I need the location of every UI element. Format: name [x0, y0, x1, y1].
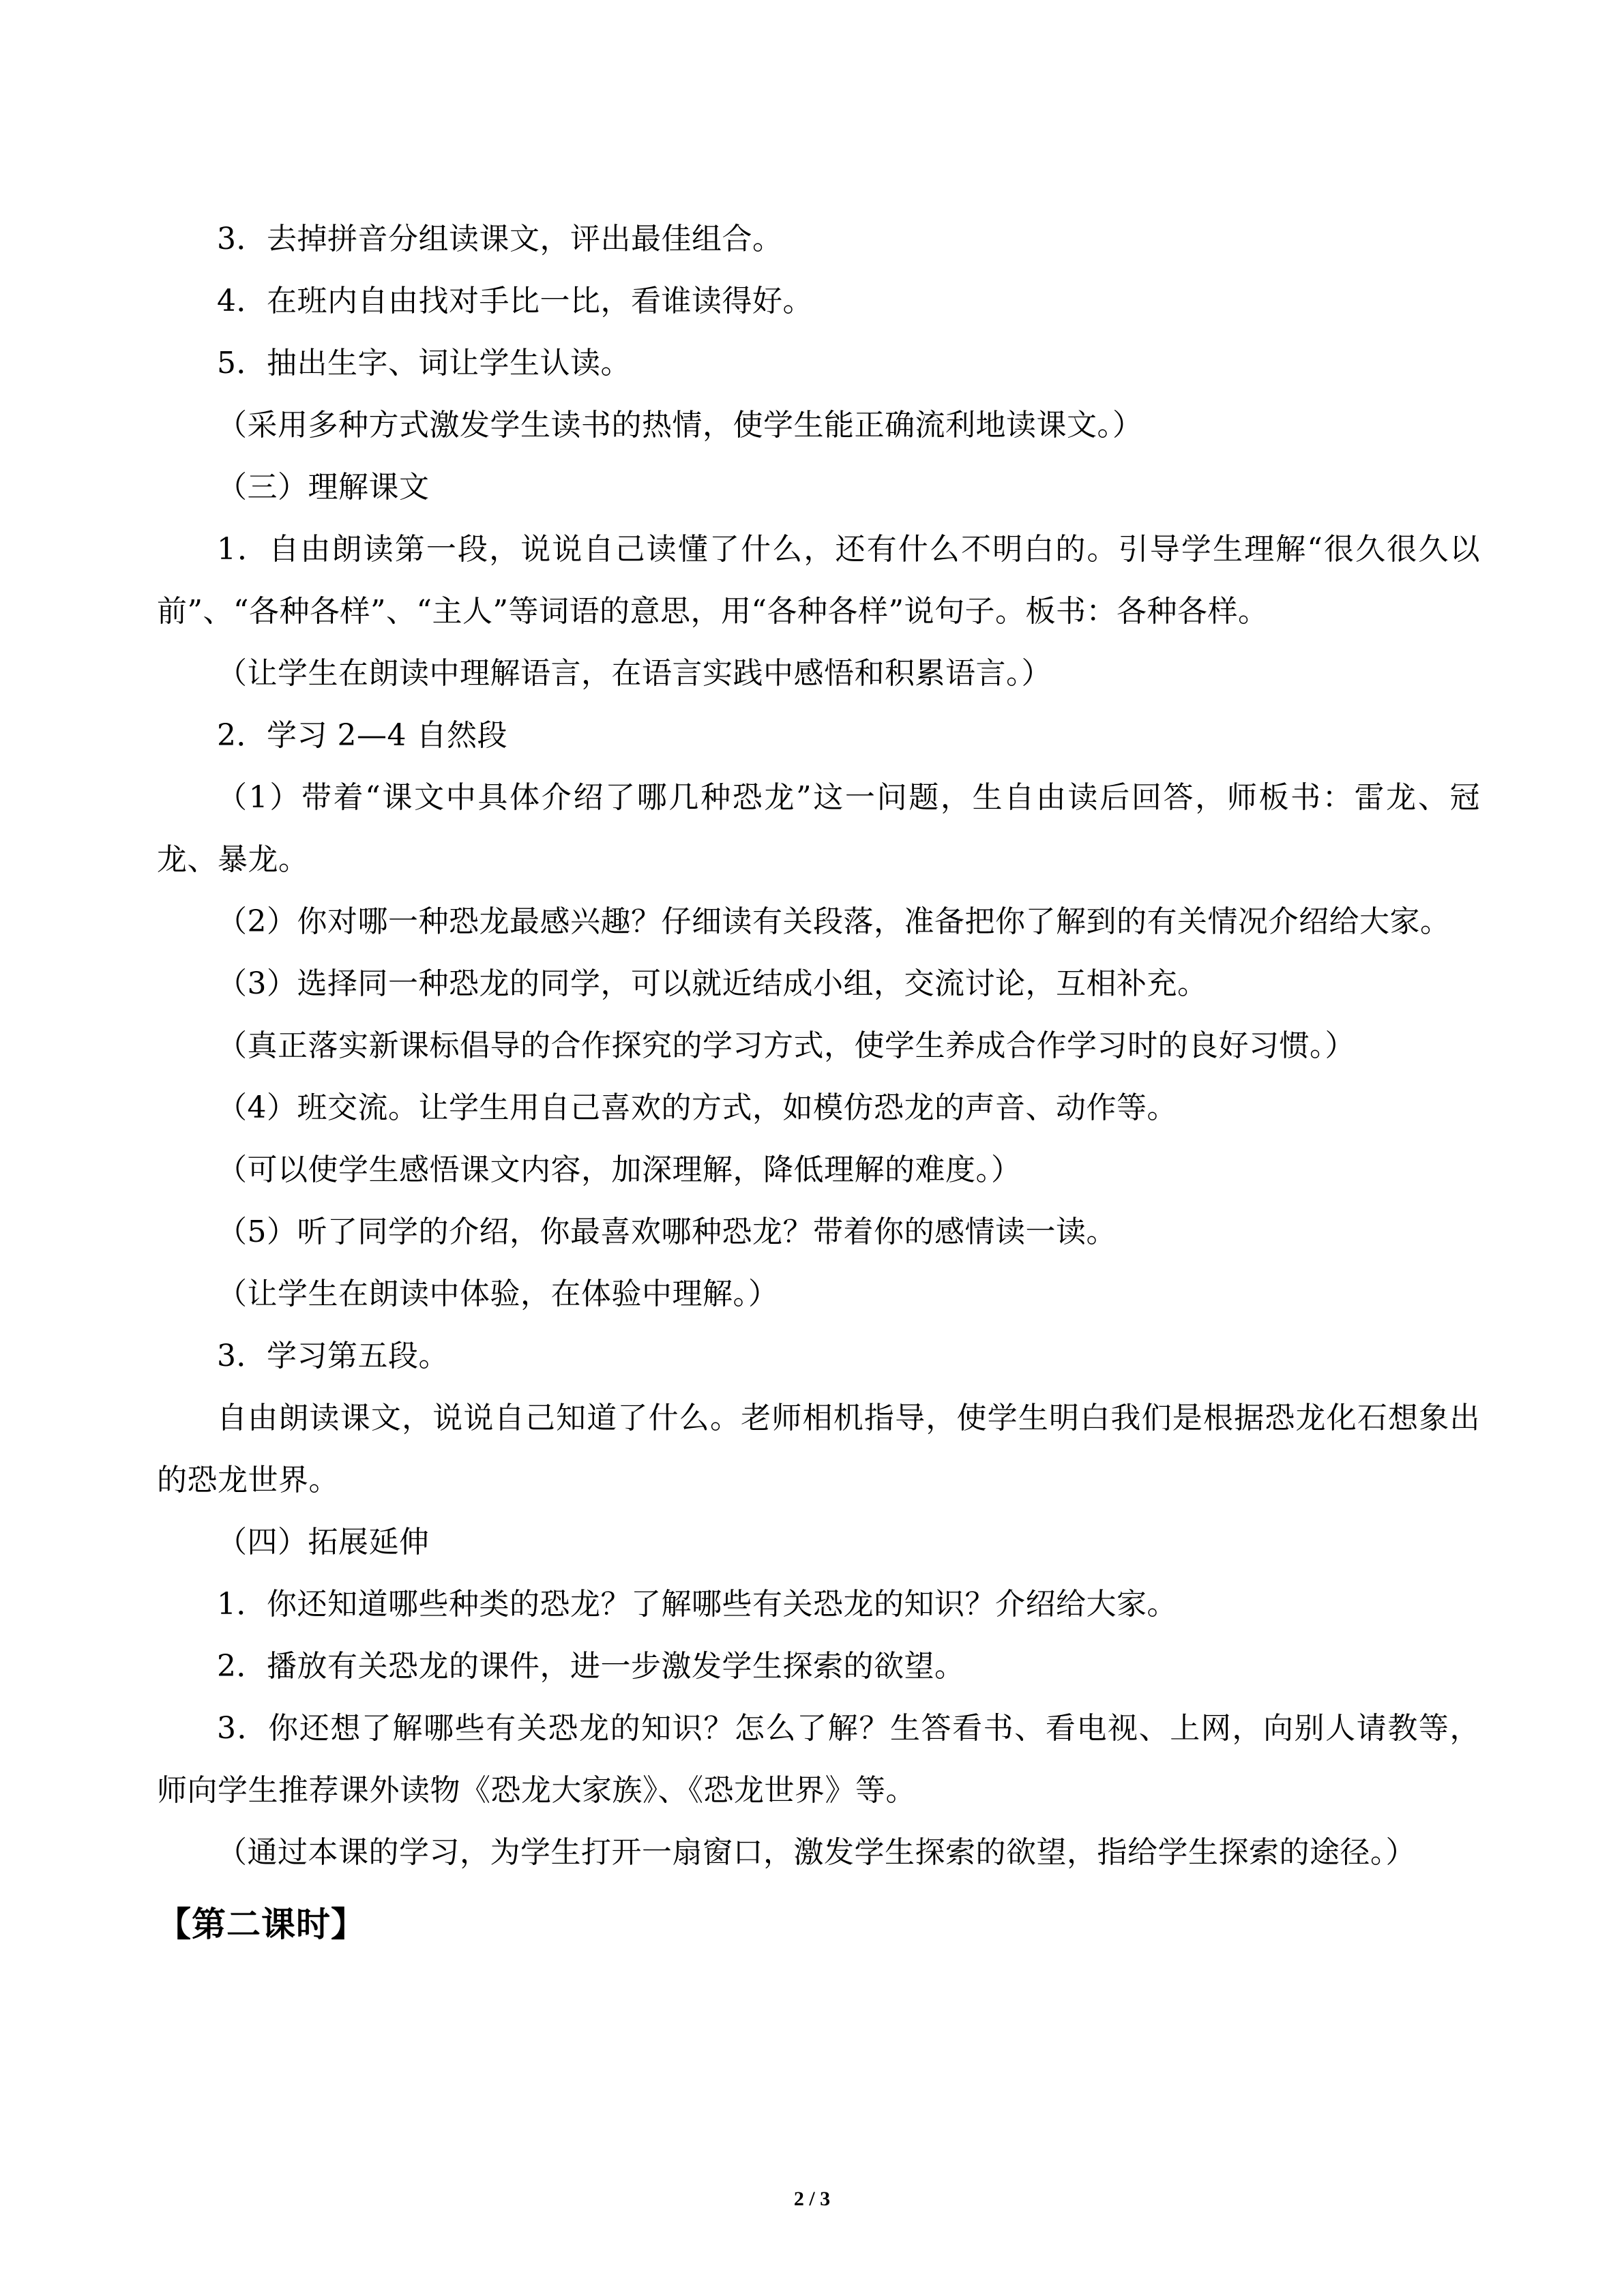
- paragraph: 4．在班内自由找对手比一比，看谁读得好。: [217, 284, 813, 318]
- paragraph: 自由朗读课文，说说自己知道了什么。老师相机指导，使学生明白我们是根据恐龙化石想象出的恐龙世界。: [157, 1401, 1480, 1497]
- paragraph: （让学生在朗读中理解语言，在语言实践中感悟和积累语言。）: [217, 656, 1052, 691]
- paragraph: （真正落实新课标倡导的合作探究的学习方式，使学生养成合作学习时的良好习惯。）: [217, 1028, 1355, 1063]
- page-number: 2 / 3: [793, 2188, 831, 2210]
- paragraph: （5）听了同学的介绍，你最喜欢哪种恐龙？带着你的感情读一读。: [217, 1214, 1117, 1249]
- paragraph: （2）你对哪一种恐龙最感兴趣？仔细读有关段落，准备把你了解到的有关情况介绍给大家。: [217, 904, 1451, 939]
- paragraph: （1）带着“课文中具体介绍了哪几种恐龙”这一问题，生自由读后回答，师板书：雷龙、冠龙、暴龙。: [157, 780, 1480, 877]
- paragraph: 3．学习第五段。: [217, 1339, 449, 1373]
- subheading: （三）理解课文: [217, 470, 430, 505]
- paragraph: 2．播放有关恐龙的课件，进一步激发学生探索的欲望。: [217, 1649, 965, 1684]
- paragraph: 5．抽出生字、词让学生认读。: [217, 346, 631, 381]
- paragraph: 3．你还想了解哪些有关恐龙的知识？怎么了解？生答看书、看电视、上网，向别人请教等，师向学生推荐课外读物《恐龙大家族》、《恐龙世界》等。: [157, 1711, 1480, 1808]
- paragraph: （3）选择同一种恐龙的同学，可以就近结成小组，交流讨论，互相补充。: [217, 966, 1208, 1001]
- paragraph: （让学生在朗读中体验，在体验中理解。）: [217, 1277, 779, 1311]
- paragraph: 1．你还知道哪些种类的恐龙？了解哪些有关恐龙的知识？介绍给大家。: [217, 1587, 1177, 1622]
- paragraph: 2．学习 2—4 自然段: [217, 718, 507, 753]
- paragraph: 3．去掉拼音分组读课文，评出最佳组合。: [217, 222, 783, 256]
- subheading: （四）拓展延伸: [217, 1525, 430, 1560]
- paragraph: （通过本课的学习，为学生打开一扇窗口，激发学生探索的欲望，指给学生探索的途径。）: [217, 1835, 1416, 1870]
- paragraph: （4）班交流。让学生用自己喜欢的方式，如模仿恐龙的声音、动作等。: [217, 1090, 1177, 1125]
- section-heading: 【第二课时】: [157, 1905, 366, 1944]
- document-body: [157, 208, 1480, 1958]
- paragraph: （可以使学生感悟课文内容，加深理解，降低理解的难度。）: [217, 1152, 1022, 1187]
- paragraph: 1．自由朗读第一段，说说自己读懂了什么，还有什么不明白的。引导学生理解“很久很久以前”、“各种各样”、“主人”等词语的意思，用“各种各样”说句子。板书：各种各样。: [157, 532, 1480, 629]
- paragraph: （采用多种方式激发学生读书的热情，使学生能正确流利地读课文。）: [217, 408, 1143, 443]
